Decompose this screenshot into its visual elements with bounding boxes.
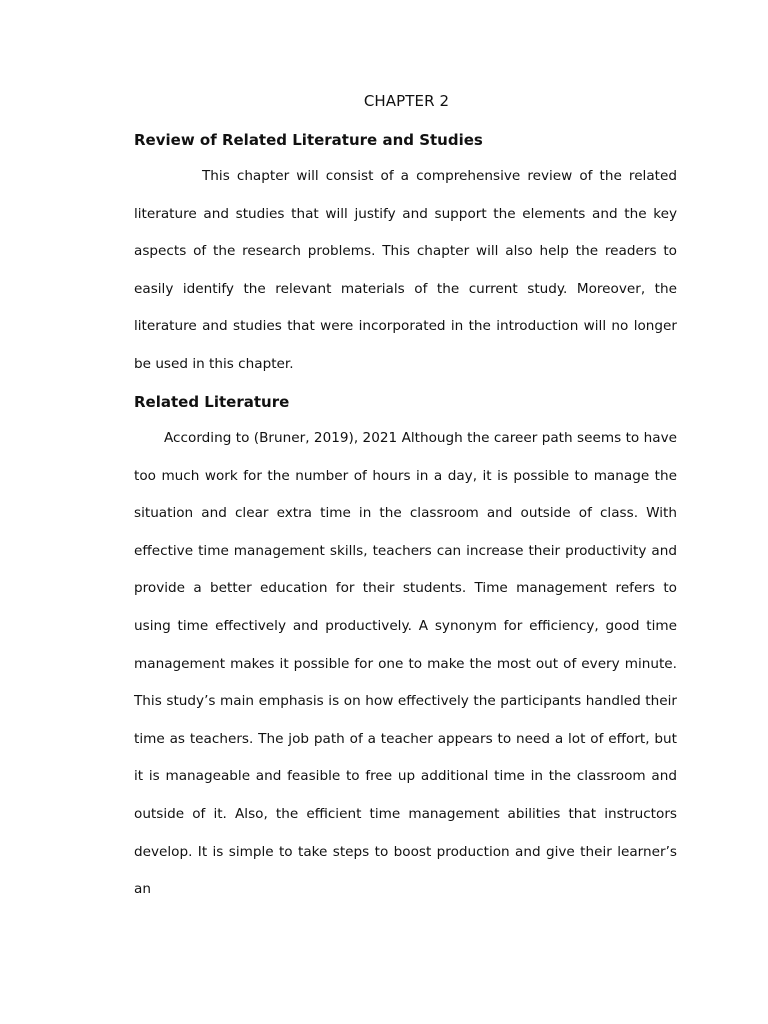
related-literature-paragraph: According to (Bruner, 2019), 2021 Although the career path seems to have too much work for the number of hours in a day, it is possible to manage the situation and clear extra time in the classroom and outside of class. With effective time management skills, teachers can increase their productivity and provide a better education for their students. Time management refers to using time effectively and productively. A synonym for efficiency, good time management makes it possible for one to make the most out of every minute. This study’s main emphasis is on how effectively the participants handled their time as teachers. The job path of a teacher appears to need a lot of effort, but it is manageable and feasible to free up additional time in the classroom and outside of it. Also, the efficient time management abilities that instructors develop. It is simple to take steps to boost production and give their learner’s an bbox=[134, 430, 677, 898]
chapter-title: CHAPTER 2 bbox=[363, 92, 450, 110]
section-heading-review: Review of Related Literature and Studies bbox=[134, 131, 483, 149]
section-heading-related-literature: Related Literature bbox=[134, 393, 290, 411]
intro-paragraph: This chapter will consist of a comprehensive review of the related literature and studies that will justify and support the elements and the key aspects of the research problems. This chapter will also help the readers to easily identify the relevant materials of the current study. Moreover, the literature and studies that were incorporated in the introduction will no longer be used in this chapter. bbox=[134, 168, 677, 372]
